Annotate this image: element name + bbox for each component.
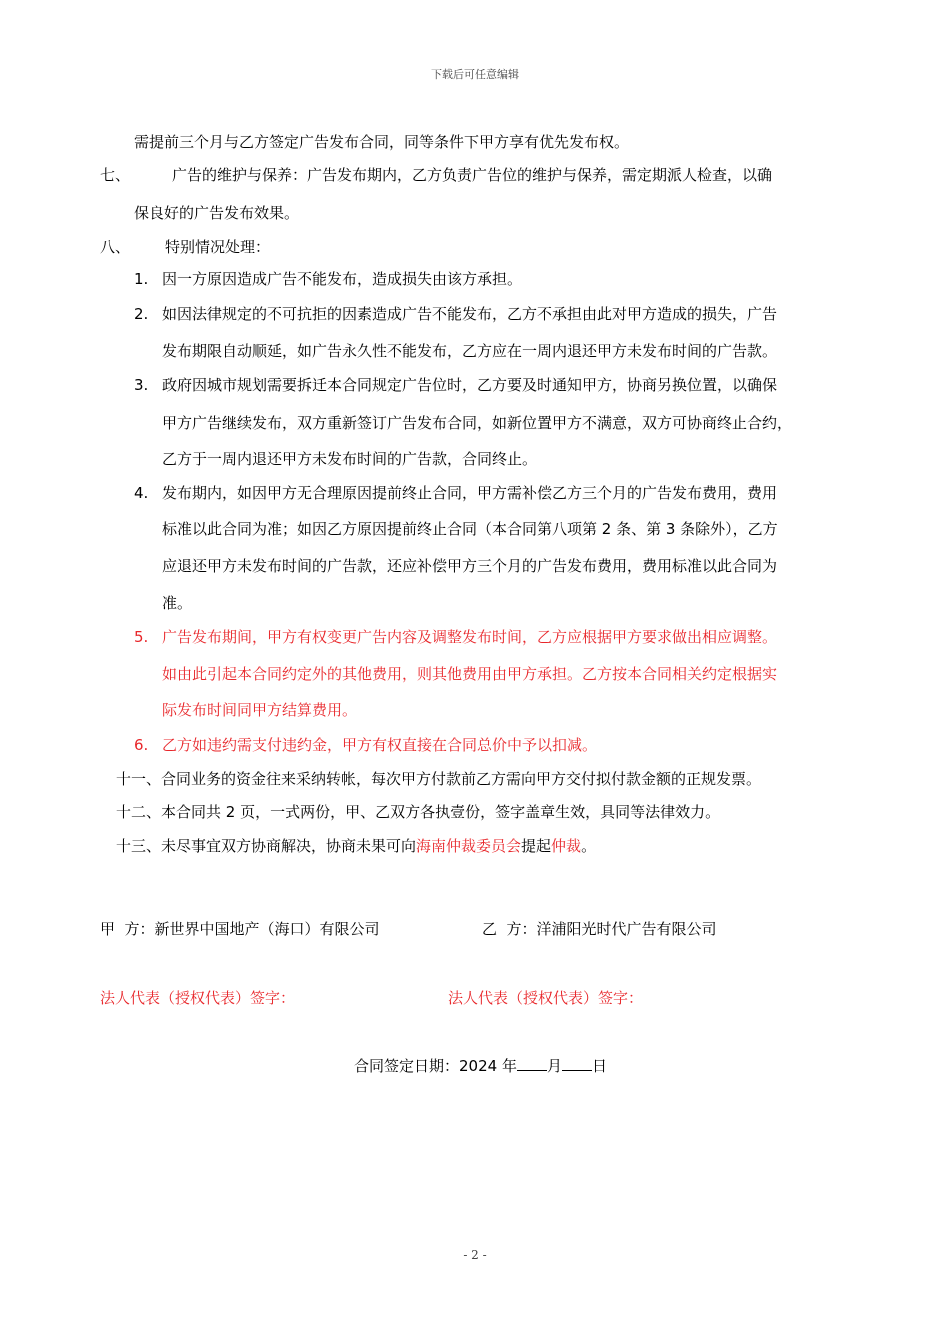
section-13-end: 。 xyxy=(581,837,597,855)
party-a: 甲 方：新世界中国地产（海口）有限公司 xyxy=(100,920,380,938)
section-13 xyxy=(116,836,596,856)
page-header: 下载后可任意编辑 xyxy=(431,68,519,81)
date-day: 日 xyxy=(591,1057,607,1075)
item-5-line-1: 广告发布期间，甲方有权变更广告内容及调整发布时间，乙方应根据甲方要求做出相应调整。 xyxy=(162,628,778,646)
item-3-line-2: 甲方广告继续发布，双方重新签订广告发布合同，如新位置甲方不满意，双方可协商终止合约， xyxy=(162,414,793,432)
item-5-number: 5. xyxy=(134,628,149,646)
item-1-number: 1. xyxy=(134,270,149,288)
item-6-number: 6. xyxy=(134,736,149,754)
item-4-line-4: 准。 xyxy=(162,594,193,612)
party-a-representative-signature: 法人代表（授权代表）签字： xyxy=(100,989,296,1007)
item-3-line-1: 政府因城市规划需要拆迁本合同规定广告位时，乙方要及时通知甲方，协商另换位置，以确保 xyxy=(162,376,778,394)
section-8-label: 八、 xyxy=(100,238,131,256)
item-6-line-1: 乙方如违约需支付违约金，甲方有权直接在合同总价中予以扣减。 xyxy=(162,736,598,754)
section-8-title: 特别情况处理： xyxy=(165,238,271,256)
month-blank xyxy=(517,1056,547,1071)
item-4-line-2: 标准以此合同为准；如因乙方原因提前终止合同（本合同第八项第 2 条、第 3 条除外），乙方 xyxy=(162,520,778,538)
page-number: - 2 - xyxy=(463,1248,487,1262)
party-b: 乙 方：洋浦阳光时代广告有限公司 xyxy=(482,920,717,938)
section-7-line-2: 保良好的广告发布效果。 xyxy=(134,204,300,222)
item-1-line-1: 因一方原因造成广告不能发布，造成损失由该方承担。 xyxy=(162,270,523,288)
item-5-line-2: 如由此引起本合同约定外的其他费用，则其他费用由甲方承担。乙方按本合同相关约定根据实 xyxy=(162,665,778,683)
section-12: 十二、本合同共 2 页，一式两份，甲、乙双方各执壹份，签字盖章生效，具同等法律效力。 xyxy=(116,803,721,821)
contract-date xyxy=(354,1056,607,1076)
item-3-number: 3. xyxy=(134,376,149,394)
section-13-middle: 提起 xyxy=(521,837,552,855)
item-3-line-3: 乙方于一周内退还甲方未发布时间的广告款，合同终止。 xyxy=(162,450,538,468)
day-blank xyxy=(562,1056,592,1071)
date-month: 月 xyxy=(546,1057,562,1075)
item-2-line-1: 如因法律规定的不可抗拒的因素造成广告不能发布，乙方不承担由此对甲方造成的损失，广告 xyxy=(162,305,778,323)
item-5-line-3: 际发布时间同甲方结算费用。 xyxy=(162,701,358,719)
item-2-line-2: 发布期限自动顺延，如广告永久性不能发布，乙方应在一周内退还甲方未发布时间的广告款。 xyxy=(162,342,778,360)
item-2-number: 2. xyxy=(134,305,149,323)
section-11: 十一、合同业务的资金往来采纳转帐，每次甲方付款前乙方需向甲方交付拟付款金额的正规发票。 xyxy=(116,770,762,788)
arbitration-word: 仲裁 xyxy=(551,837,582,855)
section-7-line-1: 广告的维护与保养：广告发布期内，乙方负责广告位的维护与保养，需定期派人检查，以确 xyxy=(172,166,773,184)
paragraph-continuation: 需提前三个月与乙方签定广告发布合同，同等条件下甲方享有优先发布权。 xyxy=(134,133,630,151)
arbitration-body: 海南仲裁委员会 xyxy=(416,837,522,855)
item-4-number: 4. xyxy=(134,484,149,502)
party-b-representative-signature: 法人代表（授权代表）签字： xyxy=(448,989,644,1007)
item-4-line-1: 发布期内，如因甲方无合理原因提前终止合同，甲方需补偿乙方三个月的广告发布费用，费用 xyxy=(162,484,778,502)
date-prefix: 合同签定日期：2024 年 xyxy=(354,1057,517,1075)
item-4-line-3: 应退还甲方未发布时间的广告款，还应补偿甲方三个月的广告发布费用，费用标准以此合同为 xyxy=(162,557,778,575)
section-7-label: 七、 xyxy=(100,166,131,184)
section-13-prefix: 十三、未尽事宜双方协商解决，协商未果可向 xyxy=(116,837,417,855)
